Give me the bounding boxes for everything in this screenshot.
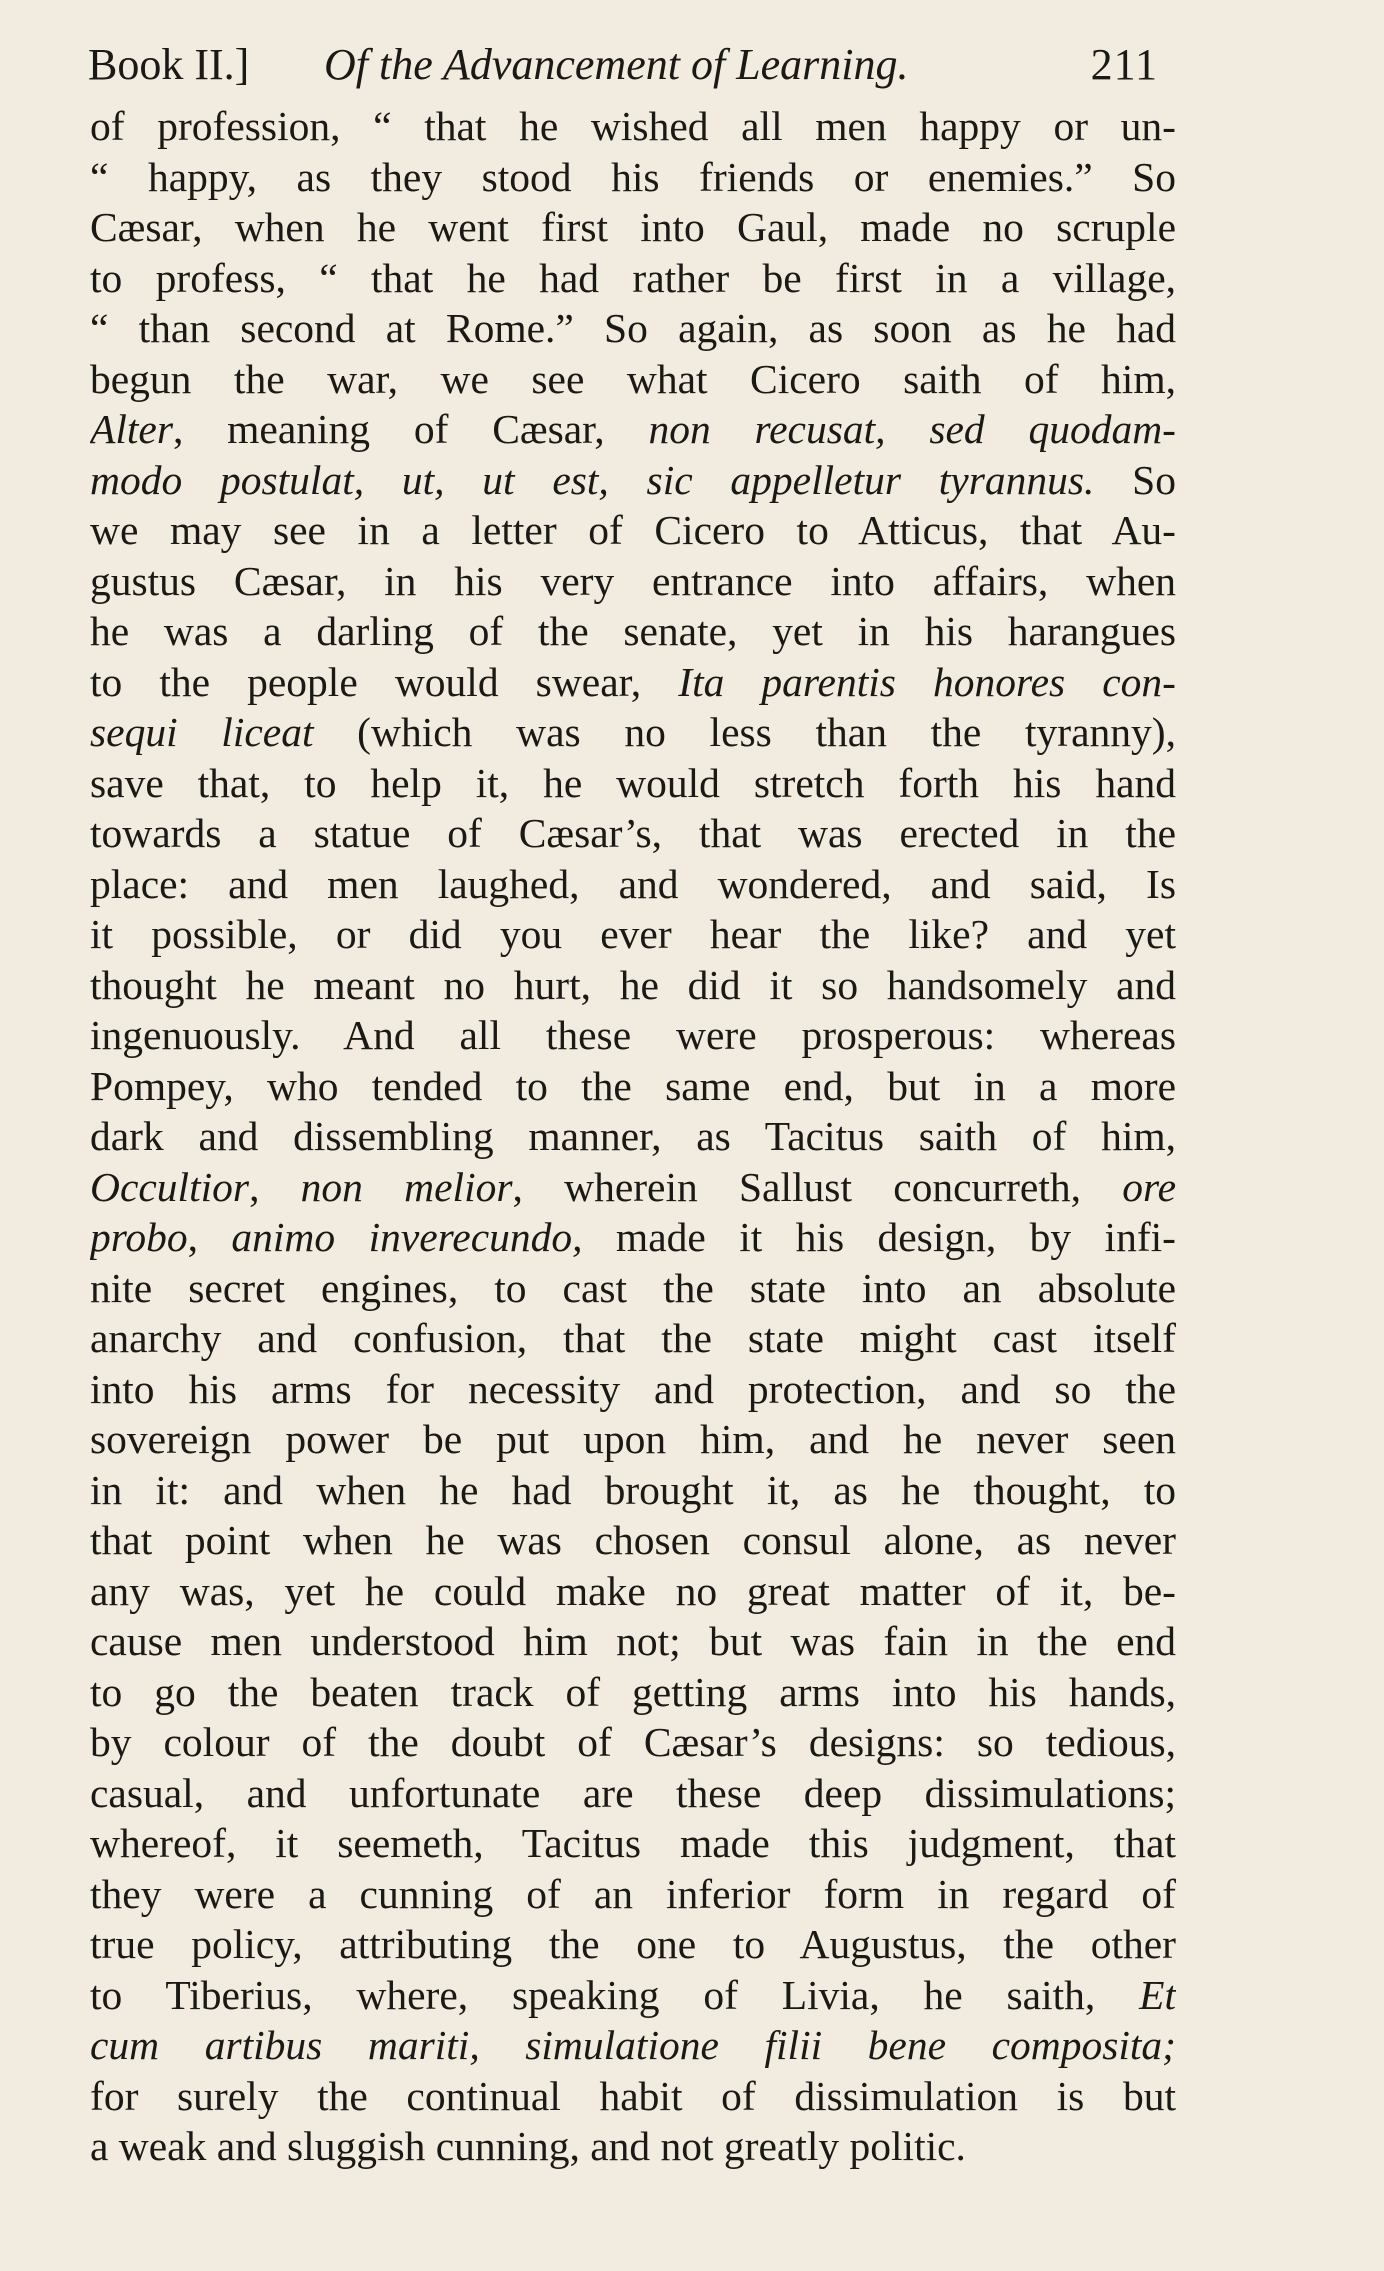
book-label: Book II.]	[88, 40, 250, 89]
text-segment: save that, to help it, he would stretch forth his hand	[90, 759, 1176, 806]
text-segment: to Tiberius, where, speaking of Livia, he saith,	[90, 1971, 1140, 2018]
text-segment: , meaning of Cæsar,	[172, 406, 649, 452]
text-segment: “ than second at Rome.” So again, as soon as he had	[90, 305, 1176, 351]
text-line	[90, 808, 1176, 859]
text-segment: modo postulat, ut, ut est, sic appelletur tyrannus.	[90, 456, 1095, 503]
text-line	[90, 859, 1176, 910]
text-line	[90, 202, 1176, 253]
text-segment: to go the beaten track of getting arms into his hands,	[90, 1668, 1176, 1715]
text-segment: to profess, “ that he had rather be first in a village,	[90, 254, 1176, 301]
text-segment: anarchy and confusion, that the state might cast itself	[90, 1315, 1176, 1361]
text-line	[90, 1515, 1176, 1566]
text-line	[90, 101, 1176, 152]
running-title: Of the Advancement of Learning.	[324, 40, 909, 89]
text-segment: they were a cunning of an inferior form in regard of	[90, 1870, 1176, 1917]
text-line	[90, 2020, 1176, 2071]
text-segment: ,	[249, 1163, 301, 1210]
text-line	[90, 556, 1176, 607]
text-line	[90, 1919, 1176, 1970]
body-text	[90, 101, 1176, 2172]
text-segment: Pompey, who tended to the same end, but in a more	[90, 1062, 1176, 1109]
text-segment: towards a statue of Cæsar’s, that was erected in the	[90, 810, 1176, 856]
text-line	[90, 657, 1176, 708]
text-line	[90, 606, 1176, 657]
text-line	[90, 960, 1176, 1011]
text-segment: Ita parentis honores con-	[678, 658, 1176, 705]
text-segment: a weak and sluggish cunning, and not greatly politic.	[90, 2123, 966, 2169]
text-segment: sovereign power be put upon him, and he never seen	[90, 1416, 1176, 1462]
text-line	[90, 1465, 1176, 1516]
text-segment: ore	[1122, 1163, 1176, 1210]
text-segment: thought he meant no hurt, he did it so handsomely and	[90, 961, 1176, 1008]
text-line	[90, 1263, 1176, 1314]
text-segment: of profession, “ that he wished all men happy or un-	[90, 103, 1176, 149]
text-segment: Et	[1139, 1971, 1176, 2018]
text-line	[90, 2071, 1176, 2122]
text-line	[90, 1414, 1176, 1465]
text-segment: So	[1094, 456, 1176, 503]
text-line	[90, 404, 1176, 455]
text-segment: we may see in a letter of Cicero to Atticus, that Au-	[90, 507, 1176, 553]
text-line	[90, 909, 1176, 960]
text-segment: cause men understood him not; but was fain in the end	[90, 1618, 1176, 1664]
text-segment: Occultior	[90, 1163, 250, 1210]
text-segment: for surely the continual habit of dissimulation is but	[90, 2072, 1176, 2119]
text-segment: , wherein Sallust concurreth,	[512, 1163, 1123, 1210]
text-line	[90, 152, 1176, 203]
text-segment: sequi liceat	[90, 709, 314, 755]
text-segment: it possible, or did you ever hear the like? and yet	[90, 911, 1176, 957]
text-segment: that point when he was chosen consul alone, as never	[90, 1517, 1176, 1563]
text-segment: non melior	[300, 1163, 513, 1210]
text-segment: casual, and unfortunate are these deep dissimulations;	[90, 1769, 1176, 1816]
text-segment: non recusat, sed quodam-	[648, 406, 1176, 452]
text-segment: any was, yet he could make no great matter of it, be-	[90, 1567, 1176, 1614]
text-segment: gustus Cæsar, in his very entrance into affairs, when	[90, 557, 1176, 604]
text-line	[90, 354, 1176, 405]
text-line	[90, 1768, 1176, 1819]
text-line	[90, 253, 1176, 304]
text-segment: in it: and when he had brought it, as he thought, to	[90, 1466, 1176, 1513]
text-segment: Alter	[90, 406, 173, 452]
text-segment: dark and dissembling manner, as Tacitus saith of him,	[90, 1113, 1176, 1159]
text-segment: by colour of the doubt of Cæsar’s designs: so tedious,	[90, 1719, 1176, 1765]
page-number: 211	[1090, 40, 1158, 89]
text-segment: to the people would swear,	[90, 658, 679, 705]
text-segment: Cæsar, when he went first into Gaul, made no scruple	[90, 204, 1176, 250]
text-segment: cum artibus mariti, simulatione filii bene composita;	[90, 2022, 1176, 2068]
text-line	[90, 455, 1176, 506]
text-segment: “ happy, as they stood his friends or enemies.” So	[90, 153, 1176, 200]
text-segment: made it his design, by infi-	[582, 1214, 1176, 1260]
text-line	[90, 1010, 1176, 1061]
text-line	[90, 1212, 1176, 1263]
text-segment: animo inverecundo,	[231, 1214, 583, 1260]
text-line	[90, 758, 1176, 809]
text-segment: into his arms for necessity and protection, and so the	[90, 1365, 1176, 1412]
text-segment: ingenuously. And all these were prosperous: whereas	[90, 1012, 1176, 1058]
text-line	[90, 2121, 1176, 2172]
text-line	[90, 1818, 1176, 1869]
text-segment: true policy, attributing the one to Augustus, the other	[90, 1921, 1176, 1967]
text-segment: whereof, it seemeth, Tacitus made this judgment, that	[90, 1820, 1176, 1866]
running-header	[88, 28, 1158, 102]
text-line	[90, 1061, 1176, 1112]
text-segment: begun the war, we see what Cicero saith of him,	[90, 355, 1176, 402]
text-line	[90, 1869, 1176, 1920]
text-segment: probo	[90, 1214, 188, 1260]
text-line	[90, 1667, 1176, 1718]
text-line	[90, 707, 1176, 758]
text-segment: he was a darling of the senate, yet in his harangues	[90, 608, 1176, 654]
text-line	[90, 1313, 1176, 1364]
text-segment: (which was no less than the tyranny),	[313, 709, 1176, 755]
text-line	[90, 1111, 1176, 1162]
text-line	[90, 1364, 1176, 1415]
text-line	[90, 1717, 1176, 1768]
text-line	[90, 1616, 1176, 1667]
text-segment: nite secret engines, to cast the state into an absolute	[90, 1264, 1176, 1311]
text-line	[90, 1566, 1176, 1617]
text-line	[90, 1970, 1176, 2021]
text-segment: ,	[187, 1214, 232, 1260]
text-line	[90, 1162, 1176, 1213]
text-segment: place: and men laughed, and wondered, and said, Is	[90, 860, 1176, 907]
text-line	[90, 505, 1176, 556]
text-line	[90, 303, 1176, 354]
